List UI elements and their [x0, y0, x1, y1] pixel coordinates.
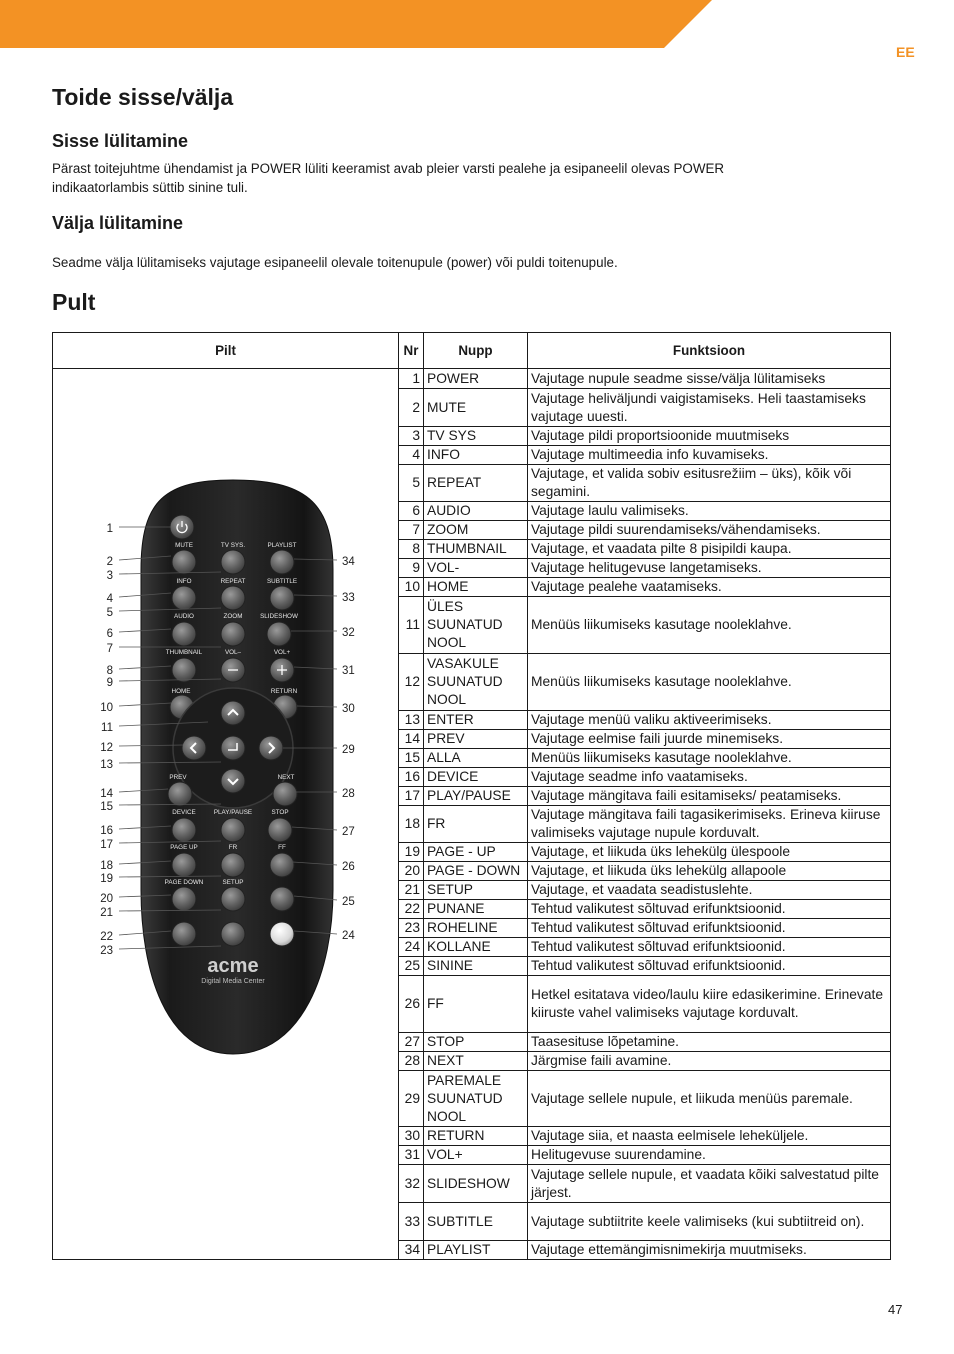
row-number: 21	[399, 881, 424, 900]
callout-number: 22	[100, 931, 113, 943]
language-code: EE	[896, 44, 915, 60]
remote-picture-cell	[53, 369, 399, 1260]
vol-minus-label: VOL–	[224, 649, 242, 656]
row-number: 26	[399, 976, 424, 1033]
playlist-label: PLAYLIST	[267, 542, 297, 549]
page-down-label: PAGE DOWN	[164, 879, 204, 886]
prev-label: PREV	[169, 774, 187, 781]
row-button-name: TV SYS	[424, 427, 528, 446]
row-number: 17	[399, 787, 424, 806]
row-function: Vajutage mängitava faili tagasikerimiseks. Erineva kiiruse valimiseks vajutage nupule korduvalt.	[528, 806, 891, 843]
row-number: 7	[399, 521, 424, 540]
row-number: 13	[399, 711, 424, 730]
row-function: Vajutage helitugevuse langetamiseks.	[528, 559, 891, 578]
callout-number: 4	[106, 593, 113, 605]
row-button-name: REPEAT	[424, 465, 528, 502]
row-number: 22	[399, 900, 424, 919]
row-number: 23	[399, 919, 424, 938]
section-title-power: Toide sisse/välja	[52, 84, 234, 110]
row-button-name: KOLLANE	[424, 938, 528, 957]
play-pause-button	[221, 818, 245, 842]
callout-number: 15	[100, 801, 113, 813]
return-label: RETURN	[270, 688, 298, 695]
callout-number: 17	[100, 839, 113, 851]
remote-illustration	[56, 377, 400, 1251]
callout-number: 3	[106, 570, 113, 582]
row-function: Vajutage eelmise faili juurde minemiseks.	[528, 730, 891, 749]
thumbnail-button	[172, 658, 196, 682]
thumbnail-label: THUMBNAIL	[165, 649, 203, 656]
row-function: Vajutage, et vaadata seadistuslehte.	[528, 881, 891, 900]
prev-button	[168, 782, 192, 806]
row-number: 29	[399, 1071, 424, 1127]
heading-switch-on: Sisse lülitamine	[52, 131, 189, 151]
row-button-name: NEXT	[424, 1052, 528, 1071]
row-function: Tehtud valikutest sõltuvad erifunktsioonid.	[528, 938, 891, 957]
row-button-name: ÜLES SUUNATUD NOOL	[424, 597, 528, 654]
setup-button	[221, 887, 245, 911]
row-button-name: FF	[424, 976, 528, 1033]
row-number: 18	[399, 806, 424, 843]
brand-logo: acme	[207, 955, 259, 977]
callout-number: 16	[100, 825, 113, 837]
row-button-name: STOP	[424, 1033, 528, 1052]
row-function: Vajutage subtiitrite keele valimiseks (kui subtiitreid on).	[528, 1203, 891, 1241]
info-label: INFO	[176, 578, 192, 585]
row-number: 30	[399, 1127, 424, 1146]
zoom-label: ZOOM	[223, 613, 243, 620]
ff-button	[270, 853, 294, 877]
blue-button	[270, 887, 294, 911]
row-button-name: FR	[424, 806, 528, 843]
right-arrow-button	[259, 736, 283, 760]
page-up-button	[172, 853, 196, 877]
page-number: 47	[888, 1302, 903, 1317]
playlist-button	[270, 550, 294, 574]
callout-number: 2	[106, 556, 113, 568]
row-button-name: PLAY/PAUSE	[424, 787, 528, 806]
row-number: 20	[399, 862, 424, 881]
left-arrow-button	[182, 736, 206, 760]
row-button-name: SUBTITLE	[424, 1203, 528, 1241]
stop-label: STOP	[271, 809, 289, 816]
row-function: Vajutage, et liikuda üks lehekülg ülespoole	[528, 843, 891, 862]
row-function: Vajutage, et vaadata pilte 8 pisipildi kaupa.	[528, 540, 891, 559]
mute-button	[172, 550, 196, 574]
row-function: Vajutage ettemängimisnimekirja muutmiseks.	[528, 1241, 891, 1260]
row-number: 4	[399, 446, 424, 465]
row-function: Menüüs liikumiseks kasutage nooleklahve.	[528, 654, 891, 711]
up-arrow-button	[221, 701, 245, 725]
callout-number: 20	[100, 893, 113, 905]
device-label: DEVICE	[172, 809, 196, 816]
callout-number: 31	[342, 665, 355, 677]
slideshow-label: SLIDESHOW	[260, 613, 298, 620]
heading-switch-off: Välja lülitamine	[52, 213, 184, 233]
zoom-button	[221, 622, 245, 646]
info-button	[172, 586, 196, 610]
header-picture: Pilt	[53, 333, 399, 369]
row-function: Vajutage heliväljundi vaigistamiseks. Heli taastamiseks vajutage uuesti.	[528, 389, 891, 427]
row-button-name: AUDIO	[424, 502, 528, 521]
subtitle-button	[270, 586, 294, 610]
row-button-name: SININE	[424, 957, 528, 976]
row-button-name: RETURN	[424, 1127, 528, 1146]
row-number: 6	[399, 502, 424, 521]
row-button-name: ROHELINE	[424, 919, 528, 938]
row-button-name: VASAKULE SUUNATUD NOOL	[424, 654, 528, 711]
repeat-button	[221, 586, 245, 610]
row-button-name: PAGE - UP	[424, 843, 528, 862]
callout-number: 10	[100, 702, 113, 714]
text-switch-off: Seadme välja lülitamiseks vajutage esipaneelil olevale toitenupule (power) või puldi toitenupule.	[52, 255, 618, 270]
row-number: 1	[399, 369, 424, 389]
callout-number: 32	[342, 627, 355, 639]
row-number: 8	[399, 540, 424, 559]
row-number: 15	[399, 749, 424, 768]
callout-number: 21	[100, 907, 113, 919]
row-button-name: PAGE - DOWN	[424, 862, 528, 881]
callout-number: 23	[100, 945, 113, 957]
callout-number: 12	[100, 742, 113, 754]
row-number: 31	[399, 1146, 424, 1165]
row-number: 28	[399, 1052, 424, 1071]
tv-sys-label: TV SYS.	[220, 542, 246, 549]
mute-label: MUTE	[175, 542, 193, 549]
table-header-row	[53, 333, 891, 369]
callout-number: 14	[100, 788, 113, 800]
row-function: Vajutage siia, et naasta eelmisele leheküljele.	[528, 1127, 891, 1146]
callout-number: 33	[342, 592, 355, 604]
callout-number: 19	[100, 873, 113, 885]
callout-number: 6	[106, 628, 113, 640]
fr-label: FR	[228, 844, 238, 851]
callout-number: 34	[342, 556, 355, 568]
row-function: Vajutage pildi suurendamiseks/vähendamiseks.	[528, 521, 891, 540]
row-number: 10	[399, 578, 424, 597]
row-function: Hetkel esitatava video/laulu kiire edasikerimine. Erinevate kiiruste vahel valimiseks vajutage korduvalt.	[528, 976, 891, 1033]
row-function: Vajutage nupule seadme sisse/välja lülitamiseks	[528, 369, 891, 389]
row-button-name: POWER	[424, 369, 528, 389]
row-function: Tehtud valikutest sõltuvad erifunktsioonid.	[528, 957, 891, 976]
row-button-name: SLIDESHOW	[424, 1165, 528, 1203]
audio-label: AUDIO	[174, 613, 194, 620]
next-label: NEXT	[277, 774, 295, 781]
header-button: Nupp	[424, 333, 528, 369]
row-function: Tehtud valikutest sõltuvad erifunktsioonid.	[528, 919, 891, 938]
page-down-button	[172, 887, 196, 911]
row-function: Taasesituse lõpetamine.	[528, 1033, 891, 1052]
callout-number: 28	[342, 788, 355, 800]
repeat-label: REPEAT	[220, 578, 246, 585]
row-number: 25	[399, 957, 424, 976]
page-up-label: PAGE UP	[170, 844, 198, 851]
row-number: 33	[399, 1203, 424, 1241]
row-function: Vajutage, et valida sobiv esitusrežiim – üks), kõik või segamini.	[528, 465, 891, 502]
row-function: Menüüs liikumiseks kasutage nooleklahve.	[528, 597, 891, 654]
row-function: Vajutage, et liikuda üks lehekülg allapoole	[528, 862, 891, 881]
row-function: Vajutage sellele nupule, et vaadata kõiki salvestatud pilte järjest.	[528, 1165, 891, 1203]
row-number: 9	[399, 559, 424, 578]
row-button-name: PUNANE	[424, 900, 528, 919]
callout-number: 13	[100, 759, 113, 771]
row-function: Vajutage sellele nupule, et liikuda menüüs paremale.	[528, 1071, 891, 1127]
row-number: 27	[399, 1033, 424, 1052]
header-nr: Nr	[399, 333, 424, 369]
tv-sys-button	[221, 550, 245, 574]
row-number: 5	[399, 465, 424, 502]
red-button	[172, 922, 196, 946]
callout-number: 8	[106, 665, 113, 677]
row-function: Järgmise faili avamine.	[528, 1052, 891, 1071]
next-button	[273, 782, 297, 806]
down-arrow-button	[221, 769, 245, 793]
row-function: Vajutage pildi proportsioonide muutmiseks	[528, 427, 891, 446]
text-switch-on-2: indikaatorlambis süttib sinine tuli.	[52, 180, 248, 195]
row-function: Helitugevuse suurendamine.	[528, 1146, 891, 1165]
brand-tagline: Digital Media Center	[201, 978, 265, 985]
enter-button	[221, 736, 245, 760]
audio-button	[172, 622, 196, 646]
row-button-name: DEVICE	[424, 768, 528, 787]
header-function: Funktsioon	[528, 333, 891, 369]
callout-number: 11	[101, 722, 113, 734]
setup-label: SETUP	[222, 879, 244, 886]
callout-number: 18	[100, 860, 113, 872]
row-button-name: SETUP	[424, 881, 528, 900]
row-number: 14	[399, 730, 424, 749]
row-number: 32	[399, 1165, 424, 1203]
row-number: 3	[399, 427, 424, 446]
device-button	[172, 818, 196, 842]
row-number: 24	[399, 938, 424, 957]
callout-number: 29	[342, 744, 355, 756]
callout-number: 1	[106, 523, 113, 535]
green-button	[221, 922, 245, 946]
row-function: Tehtud valikutest sõltuvad erifunktsioonid.	[528, 900, 891, 919]
fr-button	[221, 853, 245, 877]
row-function: Vajutage mängitava faili esitamiseks/ peatamiseks.	[528, 787, 891, 806]
row-button-name: ENTER	[424, 711, 528, 730]
row-number: 11	[399, 597, 424, 654]
row-number: 34	[399, 1241, 424, 1260]
subtitle-label: SUBTITLE	[266, 578, 298, 585]
row-number: 16	[399, 768, 424, 787]
row-function: Menüüs liikumiseks kasutage nooleklahve.	[528, 749, 891, 768]
play-pause-label: PLAY/PAUSE	[213, 809, 253, 816]
row-button-name: VOL-	[424, 559, 528, 578]
callout-number: 30	[342, 703, 355, 715]
callout-number: 26	[342, 861, 355, 873]
row-button-name: ALLA	[424, 749, 528, 768]
orange-header-band	[0, 0, 954, 48]
vol-plus-label: VOL+	[273, 649, 291, 656]
slideshow-button	[267, 622, 291, 646]
callout-number: 24	[342, 930, 355, 942]
row-number: 19	[399, 843, 424, 862]
home-label: HOME	[171, 688, 191, 695]
stop-button	[268, 818, 292, 842]
yellow-button	[270, 922, 294, 946]
row-function: Vajutage seadme info vaatamiseks.	[528, 768, 891, 787]
text-switch-on-1: Pärast toitejuhtme ühendamist ja POWER lüliti keeramist avab pleier varsti pealehe ja esipaneelil olevas POWER	[52, 161, 725, 176]
callout-number: 7	[106, 643, 113, 655]
callout-number: 25	[342, 896, 355, 908]
row-button-name: INFO	[424, 446, 528, 465]
row-button-name: PREV	[424, 730, 528, 749]
callout-number: 9	[106, 677, 113, 689]
row-button-name: ZOOM	[424, 521, 528, 540]
section-title-remote: Pult	[52, 289, 96, 315]
remote-buttons-table	[52, 332, 891, 1260]
row-number: 12	[399, 654, 424, 711]
row-function: Vajutage laulu valimiseks.	[528, 502, 891, 521]
row-button-name: THUMBNAIL	[424, 540, 528, 559]
table-row	[53, 369, 891, 389]
callout-number: 27	[342, 826, 355, 838]
row-button-name: VOL+	[424, 1146, 528, 1165]
row-number: 2	[399, 389, 424, 427]
row-button-name: PAREMALE SUUNATUD NOOL	[424, 1071, 528, 1127]
row-button-name: PLAYLIST	[424, 1241, 528, 1260]
row-function: Vajutage multimeedia info kuvamiseks.	[528, 446, 891, 465]
callout-number: 5	[106, 607, 113, 619]
row-button-name: HOME	[424, 578, 528, 597]
ff-label: FF	[278, 844, 286, 851]
row-function: Vajutage menüü valiku aktiveerimiseks.	[528, 711, 891, 730]
row-function: Vajutage pealehe vaatamiseks.	[528, 578, 891, 597]
row-button-name: MUTE	[424, 389, 528, 427]
